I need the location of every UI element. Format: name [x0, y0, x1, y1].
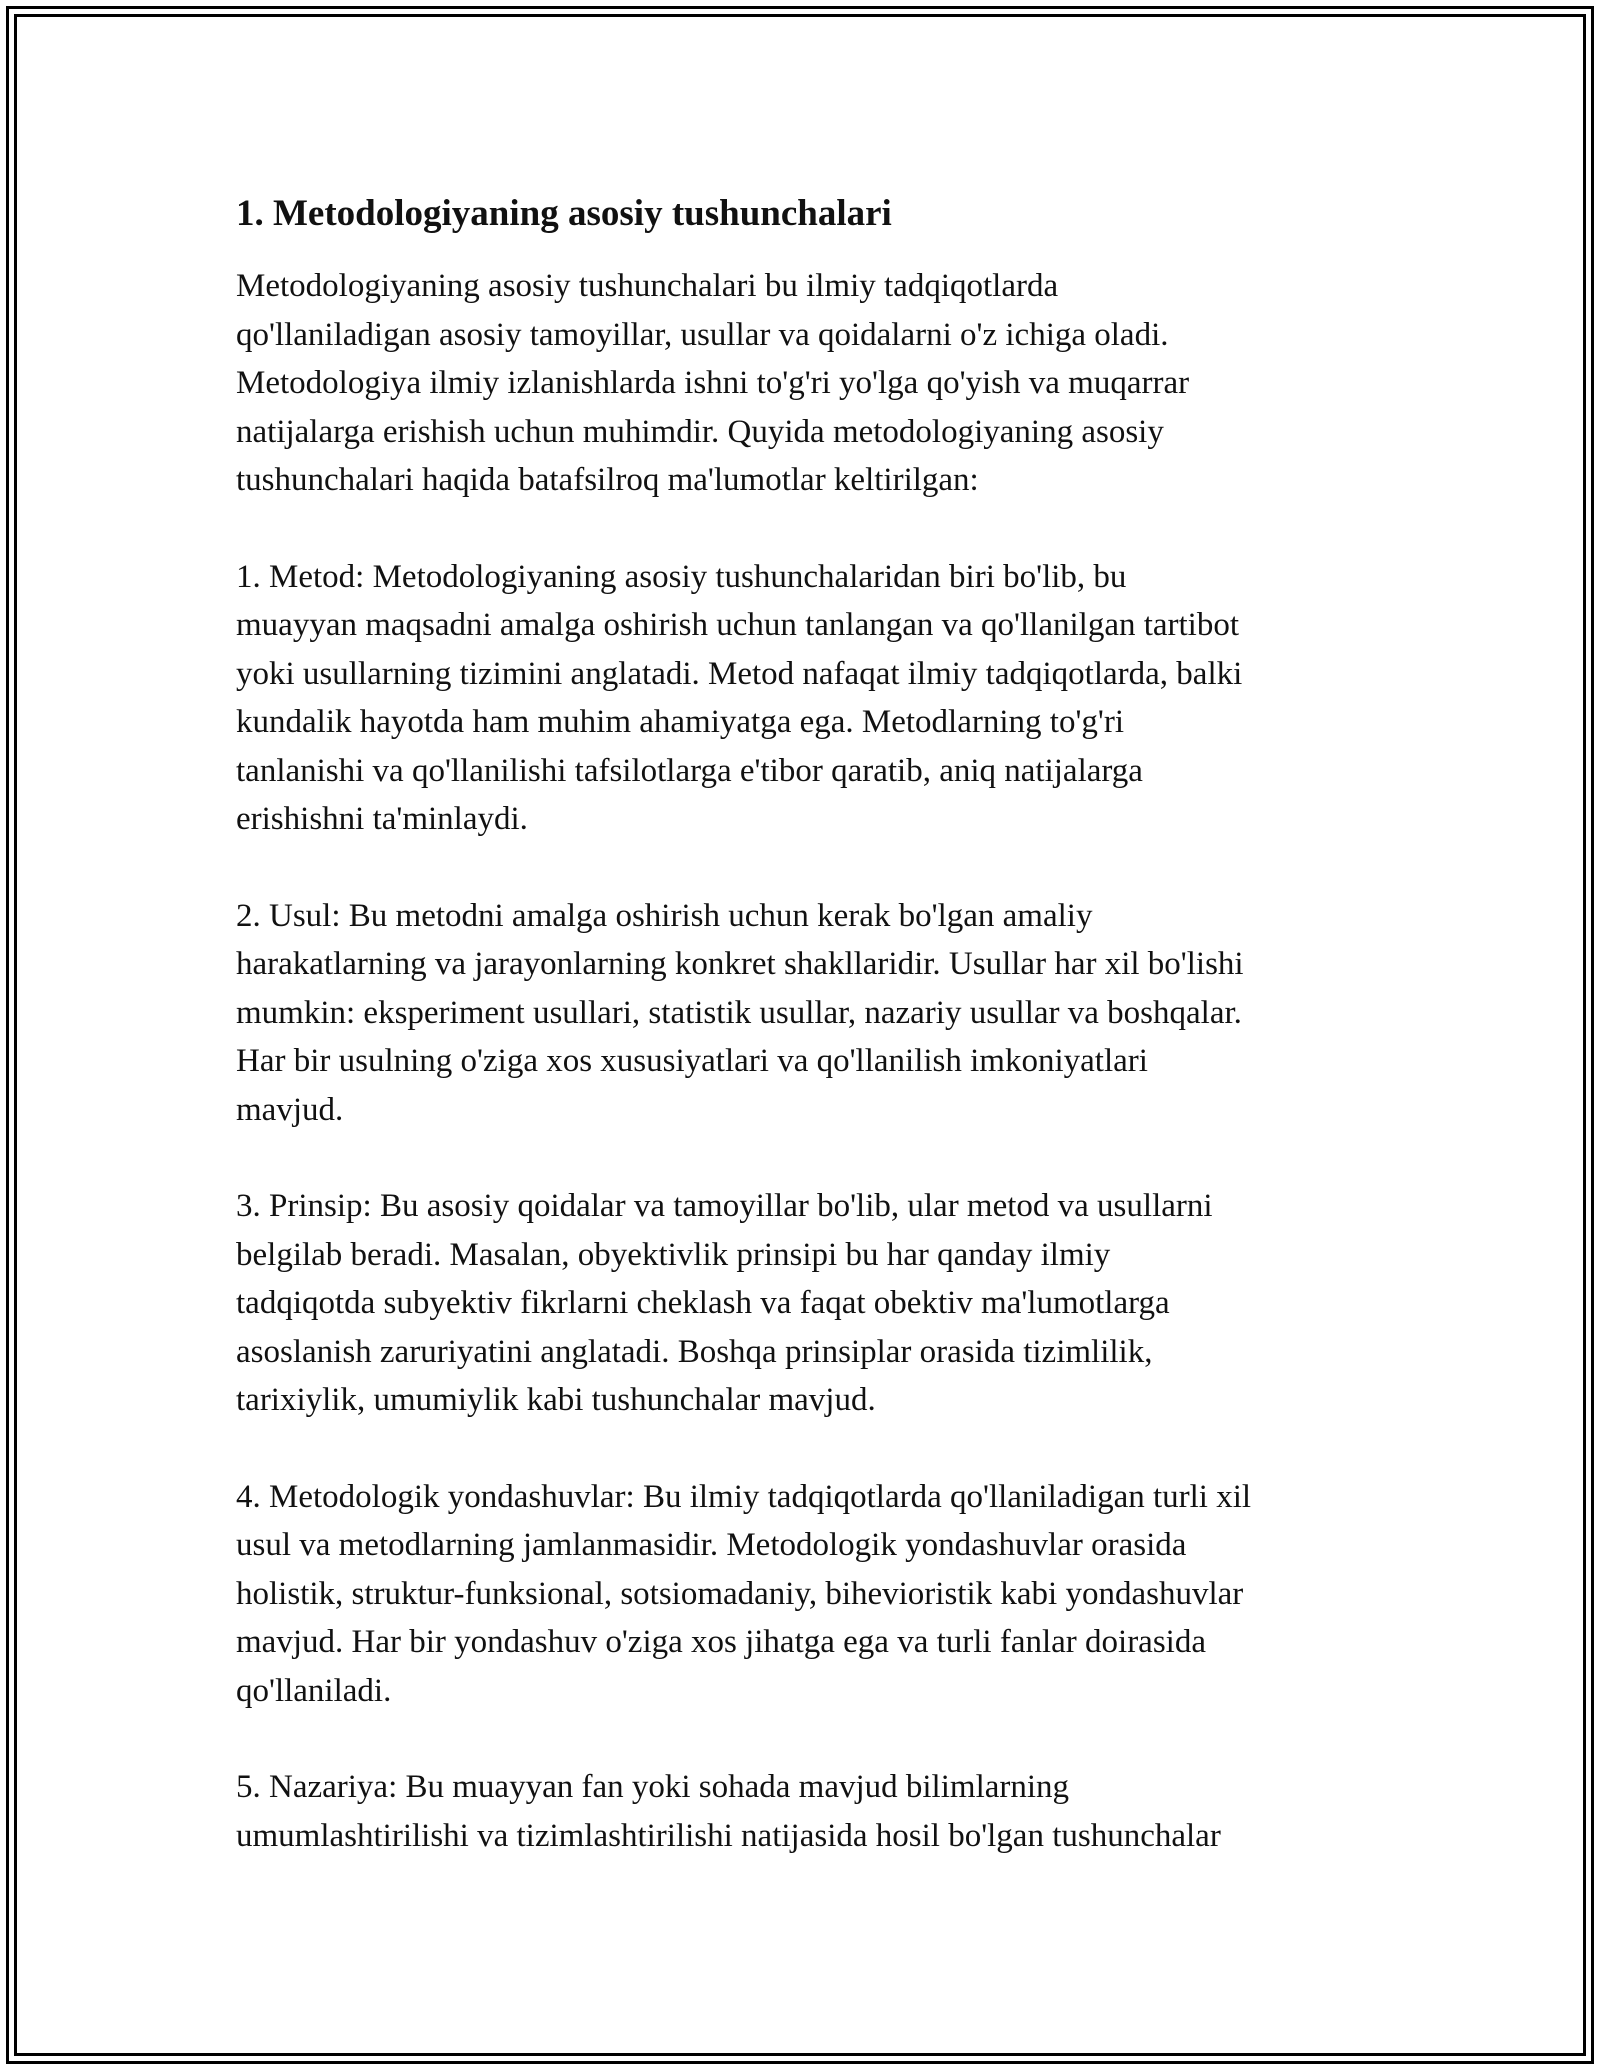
- intro-paragraph: Metodologiyaning asosiy tushunchalari bu ilmiy tadqiqotlarda qo'llaniladigan asosiy tamoyillar, usullar va qoidalarni o'z ichiga oladi. Metodologiya ilmiy izlanishlarda ishni to'g'ri yo'lga qo'yish va muqarrar natijalarga erishish uchun muhimdir. Quyida metodologiyaning asosiy tushunchalari haqida batafsilroq ma'lumotlar keltirilgan:: [236, 268, 1190, 498]
- paragraph-prinsip: 3. Prinsip: Bu asosiy qoidalar va tamoyillar bo'lib, ular metod va usullarni belgilab beradi. Masalan, obyektivlik prinsipi bu har qanday ilmiy tadqiqotda subyektiv fikrlarni cheklash va faqat obektiv ma'lumotlarga asoslanish zaruriyatini anglatadi. Boshqa prinsiplar orasida tizimlilik, tarixiylik, umumiylik kabi tushunchalar mavjud.: [236, 1188, 1213, 1418]
- paragraph-nazariya: 5. Nazariya: Bu muayyan fan yoki sohada mavjud bilimlarning umumlashtirilishi va tizimlashtirilishi natijasida hosil bo'lgan tushunchalar: [236, 1769, 1221, 1854]
- paragraph-yondashuvlar: 4. Metodologik yondashuvlar: Bu ilmiy tadqiqotlarda qo'llaniladigan turli xil usul va metodlarning jamlanmasidir. Metodologik yondashuvlar orasida holistik, struktur-funksional, sotsiomadaniy, bihevioristik kabi yondashuvlar mavjud. Har bir yondashuv o'ziga xos jihatga ega va turli fanlar doirasida qo'llaniladi.: [236, 1478, 1252, 1709]
- page-title: 1. Metodologiyaning asosiy tushunchalari: [236, 193, 892, 234]
- document-body: [236, 186, 1386, 1860]
- paragraph-usul: 2. Usul: Bu metodni amalga oshirish uchun kerak bo'lgan amaliy harakatlarning va jarayonlarning konkret shakllaridir. Usullar har xil bo'lishi mumkin: eksperiment usullari, statistik usullar, nazariy usullar va boshqalar. Har bir usulning o'ziga xos xususiyatlari va qo'llanilish imkoniyatlari mavjud.: [236, 897, 1244, 1128]
- paragraph-metod: 1. Metod: Metodologiyaning asosiy tushunchalaridan biri bo'lib, bu muayyan maqsadni amalga oshirish uchun tanlangan va qo'llanilgan tartibot yoki usullarning tizimini anglatadi. Metod nafaqat ilmiy tadqiqotlarda, balki kundalik hayotda ham muhim ahamiyatga ega. Metodlarning to'g'ri tanlanishi va qo'llanilishi tafsilotlarga e'tibor qaratib, aniq natijalarga erishishni ta'minlaydi.: [236, 558, 1243, 837]
